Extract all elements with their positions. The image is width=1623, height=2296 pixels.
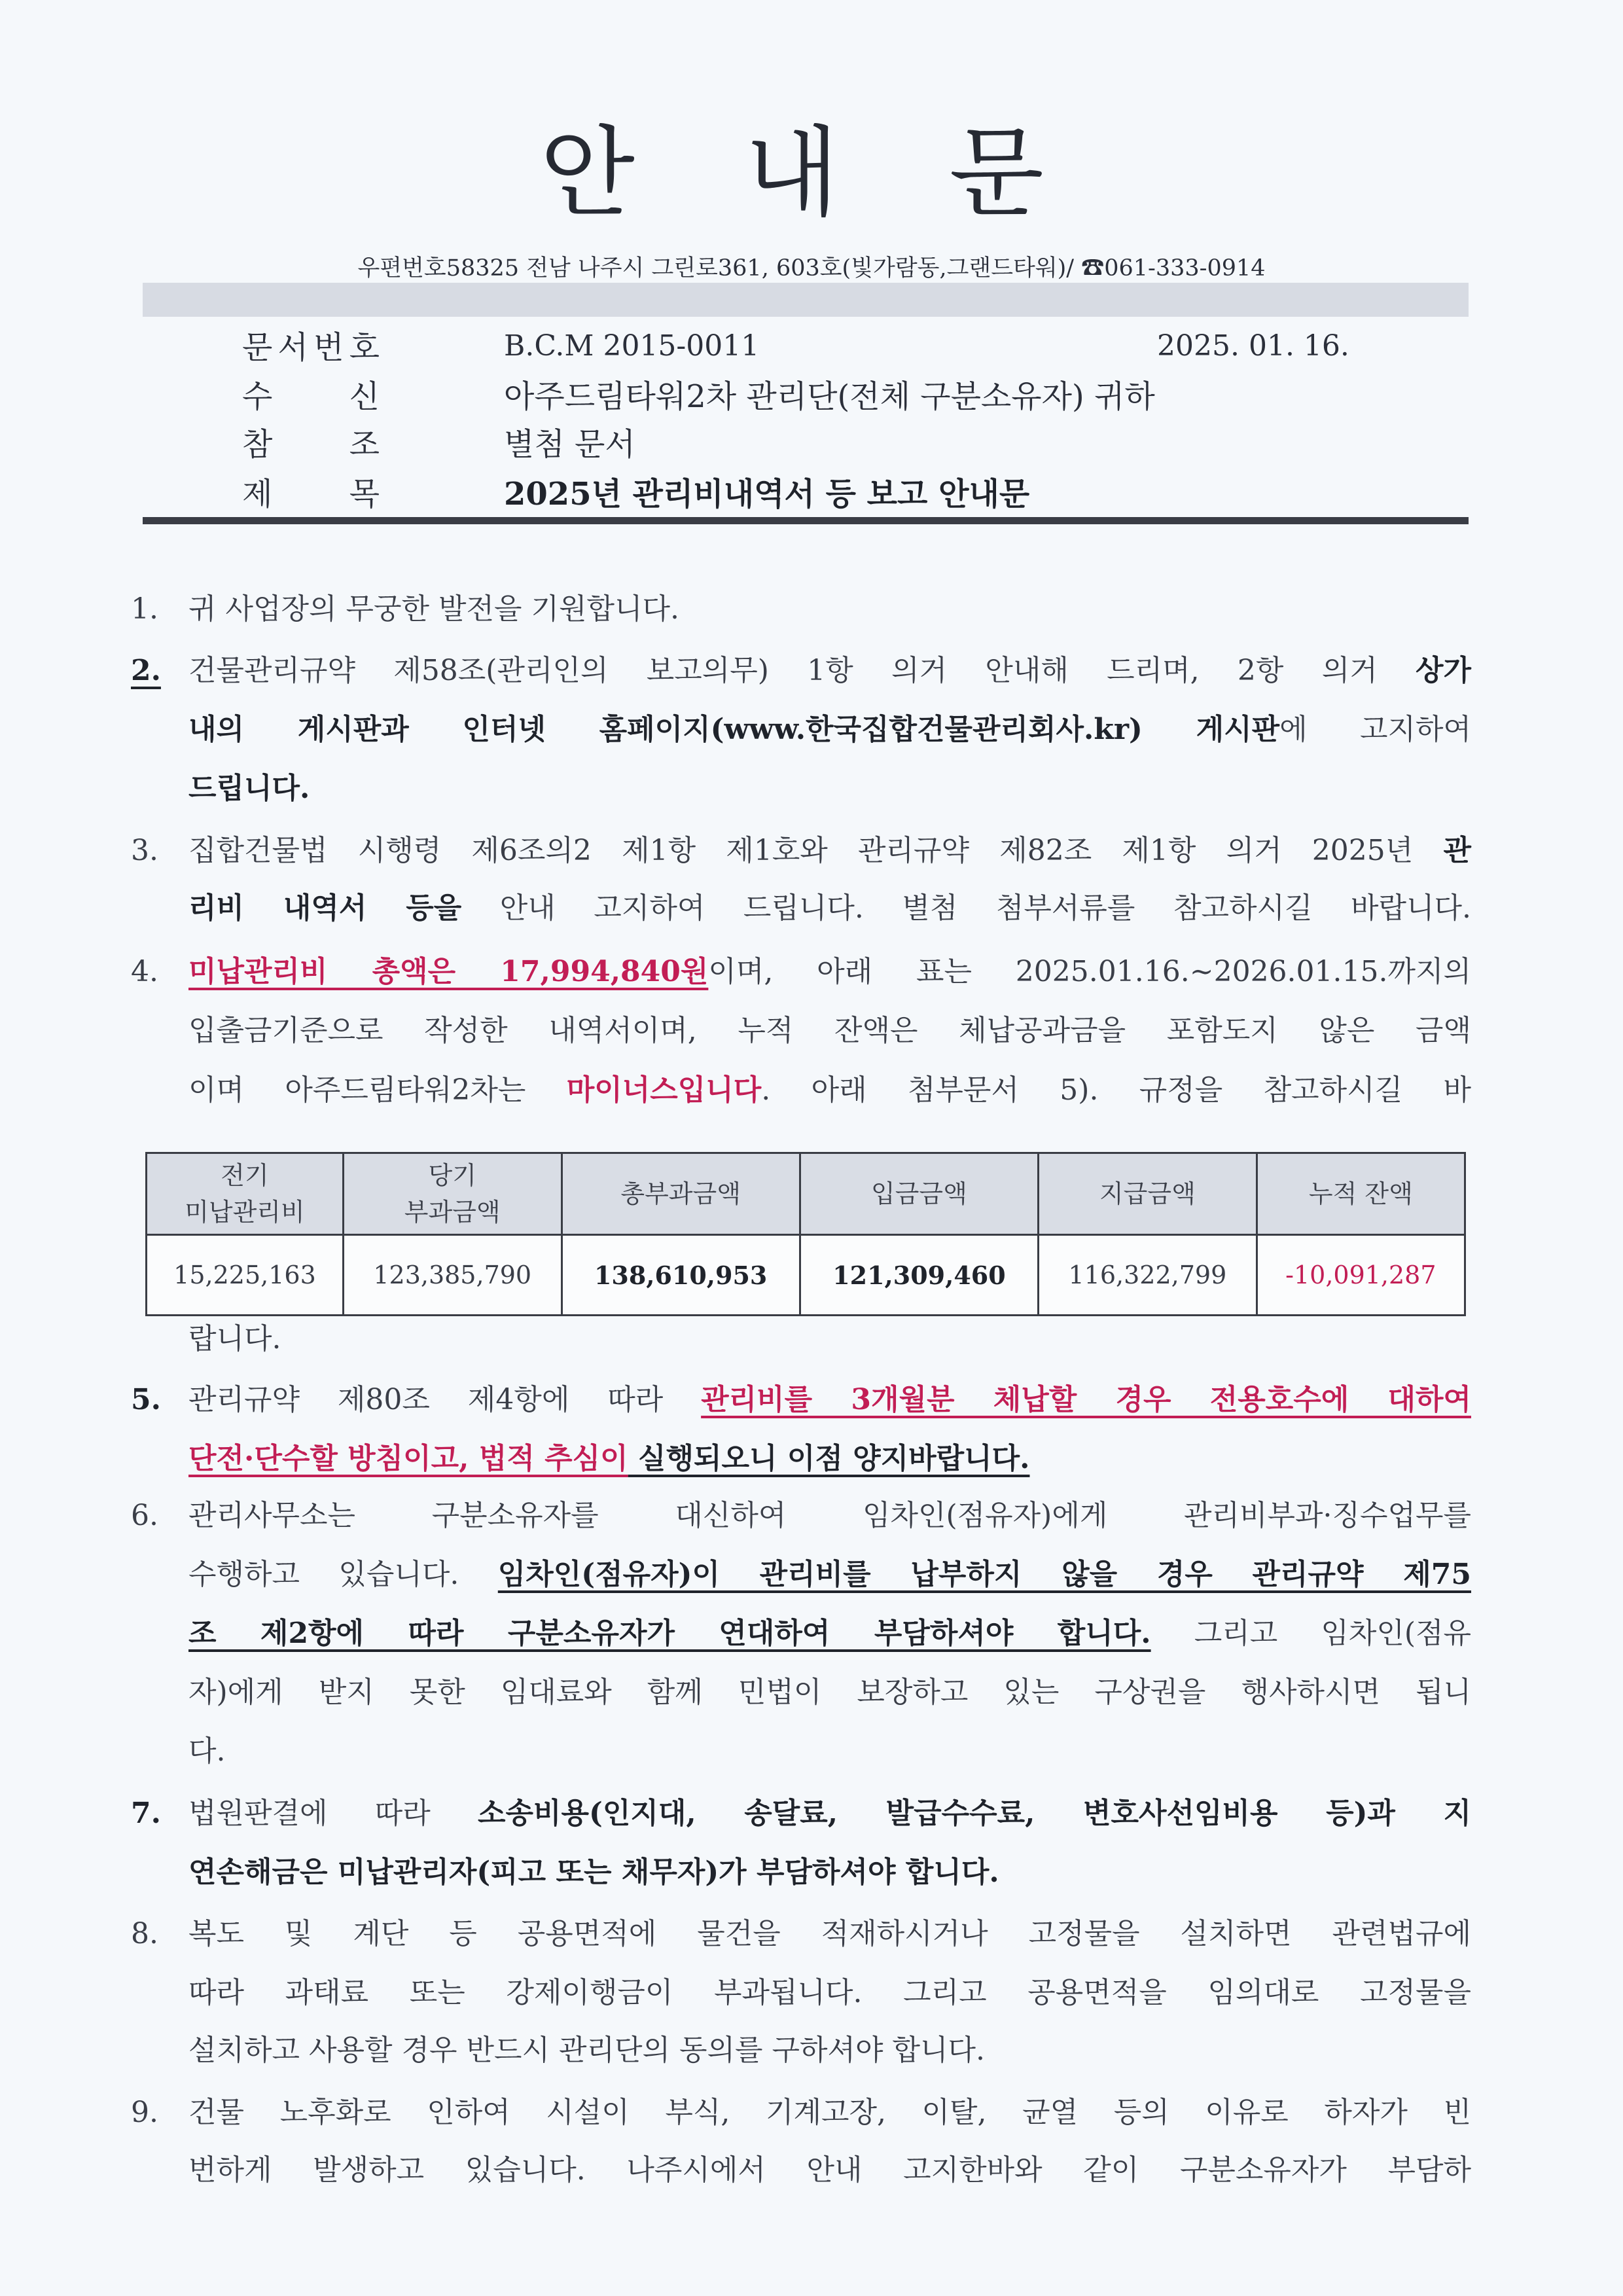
- header-prev-unpaid: 전기 미납관리비: [147, 1153, 344, 1235]
- item-7-line-2: 연손해금은 미납관리자(피고 또는 채무자)가 부담하셔야 합니다.: [188, 1856, 999, 1889]
- item-4-line-1: 미납관리비 총액은 17,994,840원이며, 아래 표는 2025.01.16.~2026.01.15.까지의: [188, 955, 1472, 988]
- header-deposits: 입금금액: [800, 1153, 1038, 1235]
- cell-current-billed: 123,385,790: [343, 1235, 562, 1316]
- subject: 2025년 관리비내역서 등 보고 안내문: [504, 476, 1030, 512]
- reference-label: 참 조: [242, 426, 380, 463]
- item-3-line-2: 리비 내역서 등을 안내 고지하여 드립니다. 별첨 첨부서류를 참고하시길 바랍니다.: [188, 891, 1471, 925]
- item-number: 6.: [131, 1499, 158, 1532]
- item-2-line-2: 내의 게시판과 인터넷 홈페이지(www.한국집합건물관리회사.kr) 게시판에 고지하여: [188, 713, 1471, 746]
- item-7-line-1: 법원판결에 따라 소송비용(인지대, 송달료, 발급수수료, 변호사선임비용 등)과 지: [188, 1797, 1472, 1830]
- item-number: 7.: [131, 1797, 161, 1830]
- item-6-line-5: 다.: [188, 1734, 226, 1768]
- doc-number: B.C.M 2015-0011: [504, 329, 760, 363]
- recipient-label: 수 신: [242, 378, 380, 415]
- subject-label: 제 목: [242, 476, 380, 512]
- item-4-line-2: 입출금기준으로 작성한 내역서이며, 누적 잔액은 체납공과금을 포함도지 않은 금액: [188, 1014, 1471, 1047]
- item-8-line-3: 설치하고 사용할 경우 반드시 관리단의 동의를 구하셔야 합니다.: [188, 2034, 985, 2067]
- item-9-line-1: 건물 노후화로 인하여 시설이 부식, 기계고장, 이탈, 균열 등의 이유로 하자가 빈: [188, 2096, 1471, 2129]
- item-4-line-3: 이며 아주드림타워2차는 마이너스입니다. 아래 첨부문서 5). 규정을 참고하시길 바: [188, 1073, 1471, 1107]
- doc-date: 2025. 01. 16.: [1157, 329, 1349, 363]
- item-number: 1.: [131, 592, 158, 626]
- item-8-line-1: 복도 및 계단 등 공용면적에 물건을 적재하시거나 고정물을 설치하면 관련법규에: [188, 1917, 1471, 1950]
- header-cumulative-balance: 누적 잔액: [1257, 1153, 1465, 1235]
- header-divider-bar: [143, 283, 1469, 317]
- item-6-line-4: 자)에게 받지 못한 임대료와 함께 민법이 보장하고 있는 구상권을 행사하시면 됩니: [188, 1676, 1471, 1709]
- document-title: 안 내 문: [539, 117, 1084, 230]
- cell-prev-unpaid: 15,225,163: [147, 1235, 344, 1316]
- item-8-line-2: 따라 과태료 또는 강제이행금이 부과됩니다. 그리고 공용면적을 임의대로 고정물을: [188, 1976, 1471, 2009]
- header-total-billed: 총부과금액: [562, 1153, 800, 1235]
- header-payments: 지급금액: [1039, 1153, 1257, 1235]
- cell-payments: 116,322,799: [1039, 1235, 1257, 1316]
- item-4-line-4: 랍니다.: [188, 1322, 281, 1355]
- item-6-line-3: 조 제2항에 따라 구분소유자가 연대하여 부담하셔야 합니다. 그리고 임차인(점유: [188, 1617, 1472, 1650]
- item-number: 2.: [131, 654, 161, 687]
- recipient: 아주드림타워2차 관리단(전체 구분소유자) 귀하: [504, 378, 1155, 415]
- header-current-billed: 당기 부과금액: [343, 1153, 562, 1235]
- ledger-table: [145, 1152, 1466, 1316]
- item-5-line-2: 단전·단수할 방침이고, 법적 추심이 실행되오니 이점 양지바랍니다.: [188, 1442, 1030, 1475]
- item-9-line-2: 번하게 발생하고 있습니다. 나주시에서 안내 고지한바와 같이 구분소유자가 부담하: [188, 2153, 1471, 2187]
- item-2-line-1: 건물관리규약 제58조(관리인의 보고의무) 1항 의거 안내해 드리며, 2항 의거 상가: [188, 654, 1471, 687]
- item-number: 3.: [131, 834, 158, 867]
- cell-cumulative-balance: -10,091,287: [1257, 1235, 1465, 1316]
- item-1-line: 귀 사업장의 무궁한 발전을 기원합니다.: [188, 592, 679, 626]
- item-3-line-1: 집합건물법 시행령 제6조의2 제1항 제1호와 관리규약 제82조 제1항 의거 2025년 관: [188, 834, 1471, 867]
- item-number: 9.: [131, 2096, 158, 2129]
- sender-address: 우편번호58325 전남 나주시 그린로361, 603호(빛가람동,그랜드타워)/ ☎061-333-0914: [357, 255, 1266, 281]
- table-row: [147, 1235, 1465, 1316]
- header-rule: [143, 517, 1469, 524]
- doc-number-label: 문 서 번 호: [242, 329, 380, 366]
- item-number: 5.: [131, 1383, 161, 1416]
- item-6-line-2: 수행하고 있습니다. 임차인(점유자)이 관리비를 납부하지 않을 경우 관리규약 제75: [188, 1558, 1471, 1591]
- table-header-row: [147, 1153, 1465, 1235]
- reference: 별첨 문서: [504, 426, 635, 463]
- item-number: 4.: [131, 955, 158, 988]
- cell-deposits: 121,309,460: [800, 1235, 1038, 1316]
- item-5-line-1: 관리규약 제80조 제4항에 따라 관리비를 3개월분 체납할 경우 전용호수에 대하여: [188, 1383, 1471, 1416]
- item-2-line-3: 드립니다.: [188, 772, 310, 805]
- cell-total-billed: 138,610,953: [562, 1235, 800, 1316]
- item-number: 8.: [131, 1917, 158, 1950]
- item-6-line-1: 관리사무소는 구분소유자를 대신하여 임차인(점유자)에게 관리비부과·징수업무를: [188, 1499, 1471, 1532]
